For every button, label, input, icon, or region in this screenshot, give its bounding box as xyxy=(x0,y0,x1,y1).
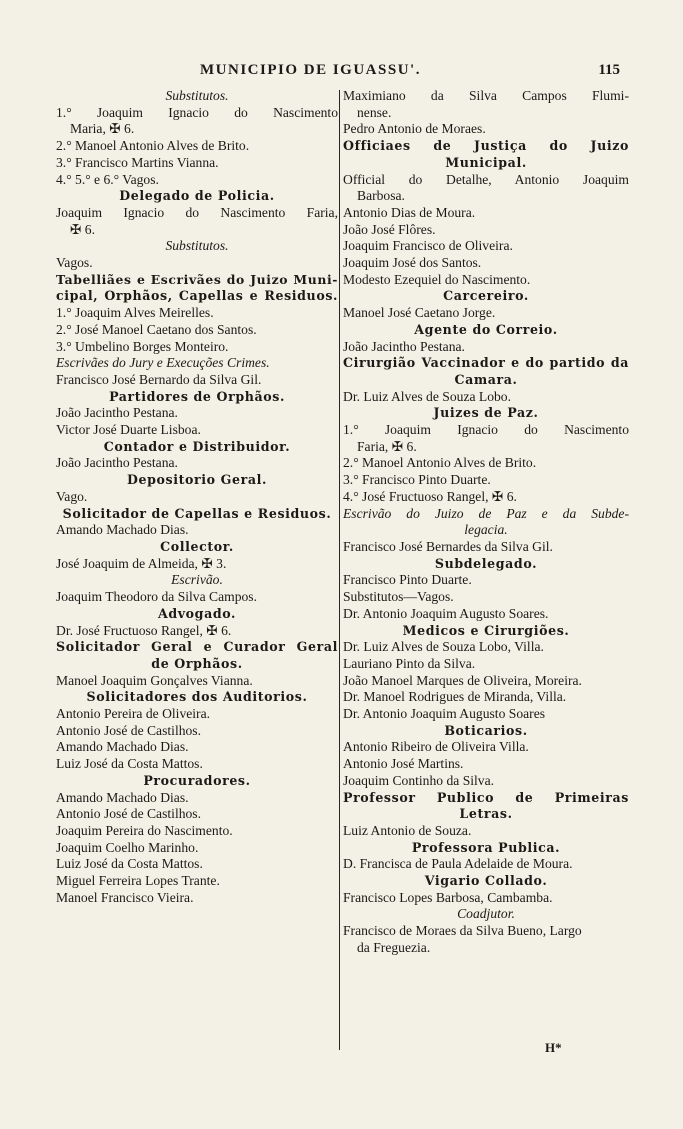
section-heading: Medicos e Cirurgiões. xyxy=(402,622,570,638)
page-title: MUNICIPIO DE IGUASSU'. xyxy=(200,62,421,78)
text-line: Vago. xyxy=(56,488,88,504)
section-heading: Juizes de Paz. xyxy=(433,405,539,421)
right-column xyxy=(343,88,629,957)
section-heading: Camara. xyxy=(454,371,518,387)
text-line: Joaquim José dos Santos. xyxy=(343,255,482,271)
text-line: Francisco José Bernardes da Silva Gil. xyxy=(343,538,553,554)
section-heading: Solicitador Geral e Curador Geral xyxy=(56,639,338,655)
text-line: Barbosa. xyxy=(357,188,405,204)
section-heading: Tabelliães e Escrivães do Juizo Muni- xyxy=(56,271,338,287)
text-line: Antonio José de Castilhos. xyxy=(56,806,201,822)
section-heading: Delegado de Policia. xyxy=(119,188,275,204)
text-line: Luiz Antonio de Souza. xyxy=(343,822,472,838)
text-line: Joaquim Theodoro da Silva Campos. xyxy=(56,589,257,605)
section-heading: Vigario Collado. xyxy=(424,873,548,889)
section-heading: Letras. xyxy=(459,806,513,822)
text-line: Maximiano da Silva Campos Flumi- xyxy=(343,88,629,103)
text-line: Antonio Dias de Moura. xyxy=(343,204,476,220)
text-line: 3.° Umbelino Borges Monteiro. xyxy=(56,338,229,354)
text-line: Francisco Lopes Barbosa, Cambamba. xyxy=(343,889,553,905)
text-line: legacia. xyxy=(464,522,508,538)
text-line: Manoel Joaquim Gonçalves Vianna. xyxy=(56,672,253,688)
text-line: D. Francisca de Paula Adelaide de Moura. xyxy=(343,856,573,872)
text-line: Francisco de Moraes da Silva Bueno, Largo xyxy=(343,923,582,939)
text-line: Escrivão do Juizo de Paz e da Subde- xyxy=(343,505,629,521)
section-heading: Contador e Distribuidor. xyxy=(103,438,291,454)
text-line: Manoel Francisco Vieira. xyxy=(56,889,194,905)
text-line: Substitutos. xyxy=(165,238,229,254)
left-column xyxy=(56,88,338,906)
text-line: ✠ 6. xyxy=(70,221,95,237)
text-line: Pedro Antonio de Moraes. xyxy=(343,121,486,137)
text-line: Official do Detalhe, Antonio Joaquim xyxy=(343,171,629,187)
text-line: Manoel José Caetano Jorge. xyxy=(343,305,496,321)
page-number: 115 xyxy=(598,62,620,78)
section-heading: Officiaes de Justiça do Juizo xyxy=(343,138,629,154)
text-line: Dr. Manoel Rodrigues de Miranda, Villa. xyxy=(343,689,567,705)
section-heading: Collector. xyxy=(160,538,234,554)
text-line: da Freguezia. xyxy=(357,939,431,955)
text-line: Dr. José Fructuoso Rangel, ✠ 6. xyxy=(56,622,232,638)
section-heading: Professor Publico de Primeiras xyxy=(343,789,629,805)
text-line: Modesto Ezequiel do Nascimento. xyxy=(343,271,531,287)
section-heading: Solicitador de Capellas e Residuos. xyxy=(62,505,332,521)
text-line: nense. xyxy=(357,104,392,120)
text-line: Faria, ✠ 6. xyxy=(357,438,417,454)
text-line: 4.° 5.° e 6.° Vagos. xyxy=(56,171,159,187)
text-line: 3.° Francisco Martins Vianna. xyxy=(56,154,219,170)
section-heading: Depositorio Geral. xyxy=(127,472,267,488)
text-line: João José Flôres. xyxy=(343,221,436,237)
text-line: 1.° Joaquim Ignacio do Nascimento xyxy=(56,104,338,120)
section-heading: de Orphãos. xyxy=(151,655,243,671)
text-line: Miguel Ferreira Lopes Trante. xyxy=(56,873,220,889)
text-line: Joaquim Pereira do Nascimento. xyxy=(56,822,233,838)
section-heading: Subdelegado. xyxy=(434,555,538,571)
text-line: Francisco José Bernardo da Silva Gil. xyxy=(56,371,262,387)
text-line: Joaquim Coelho Marinho. xyxy=(56,839,199,855)
text-line: Maria, ✠ 6. xyxy=(70,121,135,137)
text-line: João Jacintho Pestana. xyxy=(56,405,178,421)
text-line: Substitutos. xyxy=(165,88,229,103)
text-line: 2.° Manoel Antonio Alves de Brito. xyxy=(343,455,537,471)
text-line: Substitutos—Vagos. xyxy=(343,589,454,605)
text-line: 3.° Francisco Pinto Duarte. xyxy=(343,472,491,488)
text-line: Victor José Duarte Lisboa. xyxy=(56,422,201,438)
text-line: João Manoel Marques de Oliveira, Moreira. xyxy=(343,672,582,688)
text-line: 4.° José Fructuoso Rangel, ✠ 6. xyxy=(343,488,517,504)
text-line: Lauriano Pinto da Silva. xyxy=(343,655,476,671)
text-line: Escrivães do Jury e Execuções Crimes. xyxy=(56,355,270,371)
text-line: Joaquim Francisco de Oliveira. xyxy=(343,238,513,254)
section-heading: Agente do Correio. xyxy=(414,321,558,337)
text-line: 2.° José Manoel Caetano dos Santos. xyxy=(56,321,257,337)
text-line: Coadjutor. xyxy=(457,906,515,922)
text-line: Dr. Antonio Joaquim Augusto Soares xyxy=(343,706,546,722)
text-line: 2.° Manoel Antonio Alves de Brito. xyxy=(56,138,250,154)
text-line: Luiz José da Costa Mattos. xyxy=(56,756,203,772)
text-line: Francisco Pinto Duarte. xyxy=(343,572,472,588)
text-line: Joaquim Continho da Silva. xyxy=(343,772,495,788)
text-line: 1.° Joaquim Ignacio do Nascimento xyxy=(343,422,629,438)
text-line: João Jacintho Pestana. xyxy=(56,455,178,471)
text-line: Antonio Ribeiro de Oliveira Villa. xyxy=(343,739,529,755)
section-heading: Boticarios. xyxy=(444,722,528,738)
section-heading: Professora Publica. xyxy=(411,839,561,855)
text-line: José Joaquim de Almeida, ✠ 3. xyxy=(56,555,227,571)
column-divider xyxy=(339,90,340,1050)
text-line: Dr. Luiz Alves de Souza Lobo. xyxy=(343,388,512,404)
text-line: Amando Machado Dias. xyxy=(56,522,189,538)
text-line: Amando Machado Dias. xyxy=(56,739,189,755)
text-line: Antonio Pereira de Oliveira. xyxy=(56,706,211,722)
text-line: Antonio José Martins. xyxy=(343,756,464,772)
section-heading: cipal, Orphãos, Capellas e Residuos. xyxy=(56,288,338,304)
text-line: Joaquim Ignacio do Nascimento Faria, xyxy=(56,204,338,220)
text-line: Antonio José de Castilhos. xyxy=(56,722,201,738)
section-heading: Municipal. xyxy=(445,154,527,170)
text-line: 1.° Joaquim Alves Meirelles. xyxy=(56,305,214,321)
text-line: Vagos. xyxy=(56,255,93,271)
text-line: Amando Machado Dias. xyxy=(56,789,189,805)
section-heading: Procuradores. xyxy=(143,772,251,788)
section-heading: Cirurgião Vaccinador e do partido da xyxy=(343,355,629,371)
text-line: Escrivão. xyxy=(171,572,223,588)
signature-mark: H* xyxy=(545,1040,562,1055)
text-line: Luiz José da Costa Mattos. xyxy=(56,856,203,872)
section-heading: Solicitadores dos Auditorios. xyxy=(86,689,308,705)
section-heading: Advogado. xyxy=(157,605,237,621)
text-line: Dr. Luiz Alves de Souza Lobo, Villa. xyxy=(343,639,544,655)
text-line: João Jacintho Pestana. xyxy=(343,338,465,354)
section-heading: Partidores de Orphãos. xyxy=(109,388,285,404)
running-header xyxy=(200,62,620,84)
text-line: Dr. Antonio Joaquim Augusto Soares. xyxy=(343,605,549,621)
section-heading: Carcereiro. xyxy=(443,288,529,304)
